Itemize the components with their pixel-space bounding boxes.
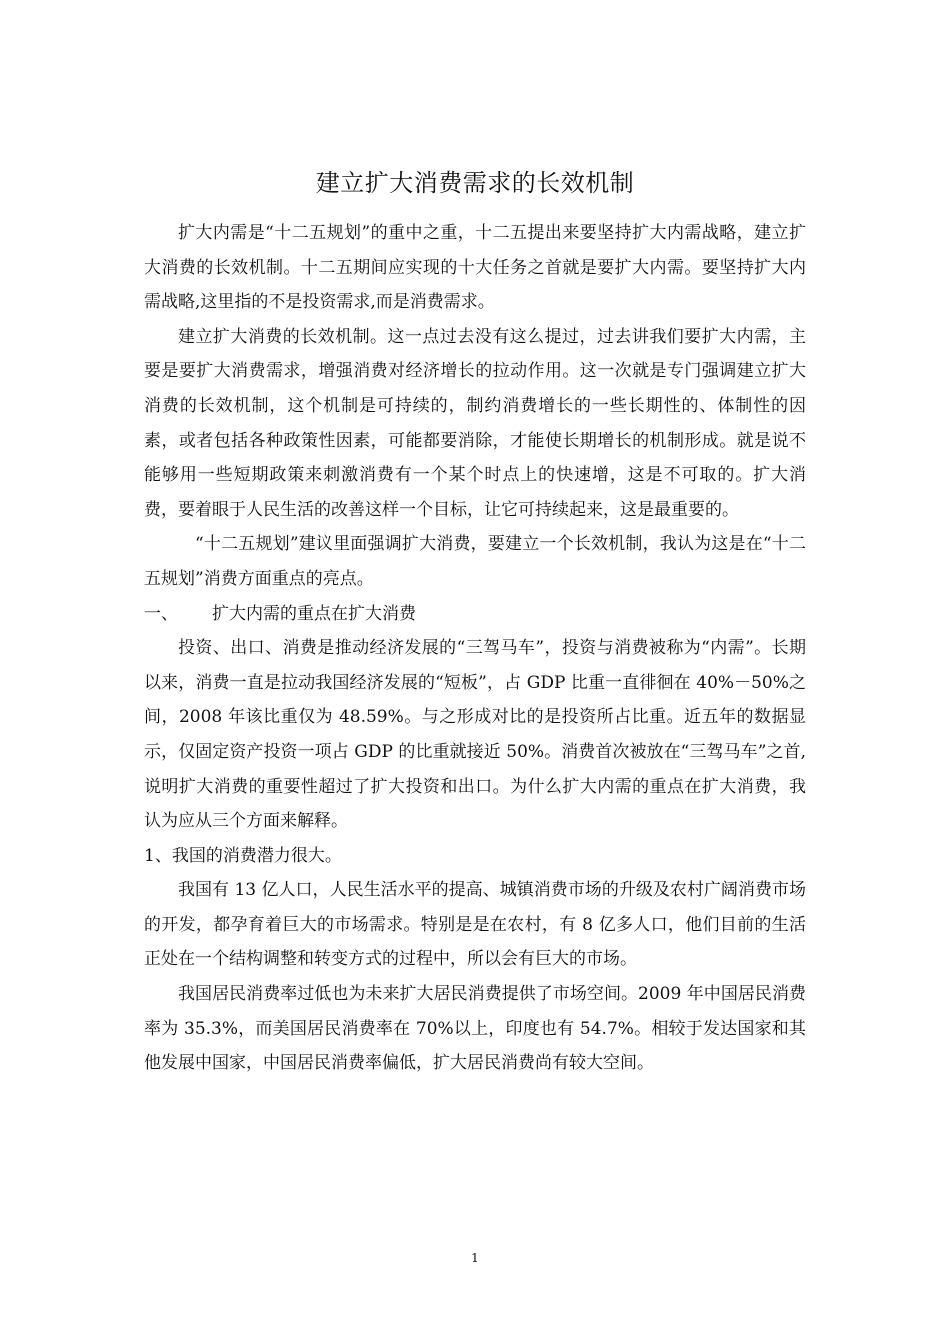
paragraph-mechanism: 建立扩大消费的长效机制。这一点过去没有这么提过，过去讲我们要扩大内需，主要是要扩大消费需求，增强消费对经济增长的拉动作用。这一次就是专门强调建立扩大消费的长效机制，这个机制是可持续的，制约消费增长的一些长期性的、体制性的因素，或者包括各种政策性因素，可能都要消除，才能使长期增长的机制形成。就是说不能够用一些短期政策来刺激消费有一个某个时点上的快速增，这是不可取的。扩大消费，要着眼于人民生活的改善这样一个目标，让它可持续起来，这是最重要的。 (144, 326, 806, 520)
paragraph-population: 我国有 13 亿人口，人民生活水平的提高、城镇消费市场的升级及农村广阔消费市场的开发，都孕育着巨大的市场需求。特别是是在农村，有 8 亿多人口，他们目前的生活正处在一个结构调整和转变方式的过程中，所以会有巨大的市场。 (144, 880, 806, 970)
subheading: 1、我国的消费潜力很大。 (144, 845, 342, 866)
section-heading-text: 扩大内需的重点在扩大消费 (212, 603, 416, 624)
paragraph-consumption-rate: 我国居民消费率过低也为未来扩大居民消费提供了市场空间。2009 年中国居民消费率为 35.3%，而美国居民消费率在 70%以上，印度也有 54.7%。相较于发达国家和其他发展中国家，中国居民消费率偏低，扩大居民消费尚有较大空间。 (144, 984, 806, 1074)
section-heading (144, 597, 806, 632)
section-number: 一、 (144, 603, 178, 624)
document-body (144, 216, 806, 1081)
paragraph-intro: 扩大内需是“十二五规划”的重中之重，十二五提出来要坚持扩大内需战略，建立扩大消费的长效机制。十二五期间应实现的十大任务之首就是要扩大内需。要坚持扩大内需战略,这里指的不是投资需求,而是消费需求。 (144, 223, 806, 313)
paragraph-section-body: 投资、出口、消费是推动经济发展的“三驾马车”，投资与消费被称为“内需”。长期以来，消费一直是拉动我国经济发展的“短板”，占 GDP 比重一直徘徊在 40%－50%之间，2008 年该比重仅为 48.59%。与之形成对比的是投资所占比重。近五年的数据显示，仅固定资产投资一项占 GDP 的比重就接近 50%。消费首次被放在“三驾马车”之首,说明扩大消费的重要性超过了扩大投资和出口。为什么扩大内需的重点在扩大消费，我认为应从三个方面来解释。 (144, 638, 806, 832)
paragraph-highlight: “十二五规划”建议里面强调扩大消费，要建立一个长效机制，我认为这是在“十二五规划”消费方面重点的亮点。 (144, 534, 806, 589)
page-number: 1 (471, 1251, 479, 1265)
page-title: 建立扩大消费需求的长效机制 (315, 169, 635, 197)
